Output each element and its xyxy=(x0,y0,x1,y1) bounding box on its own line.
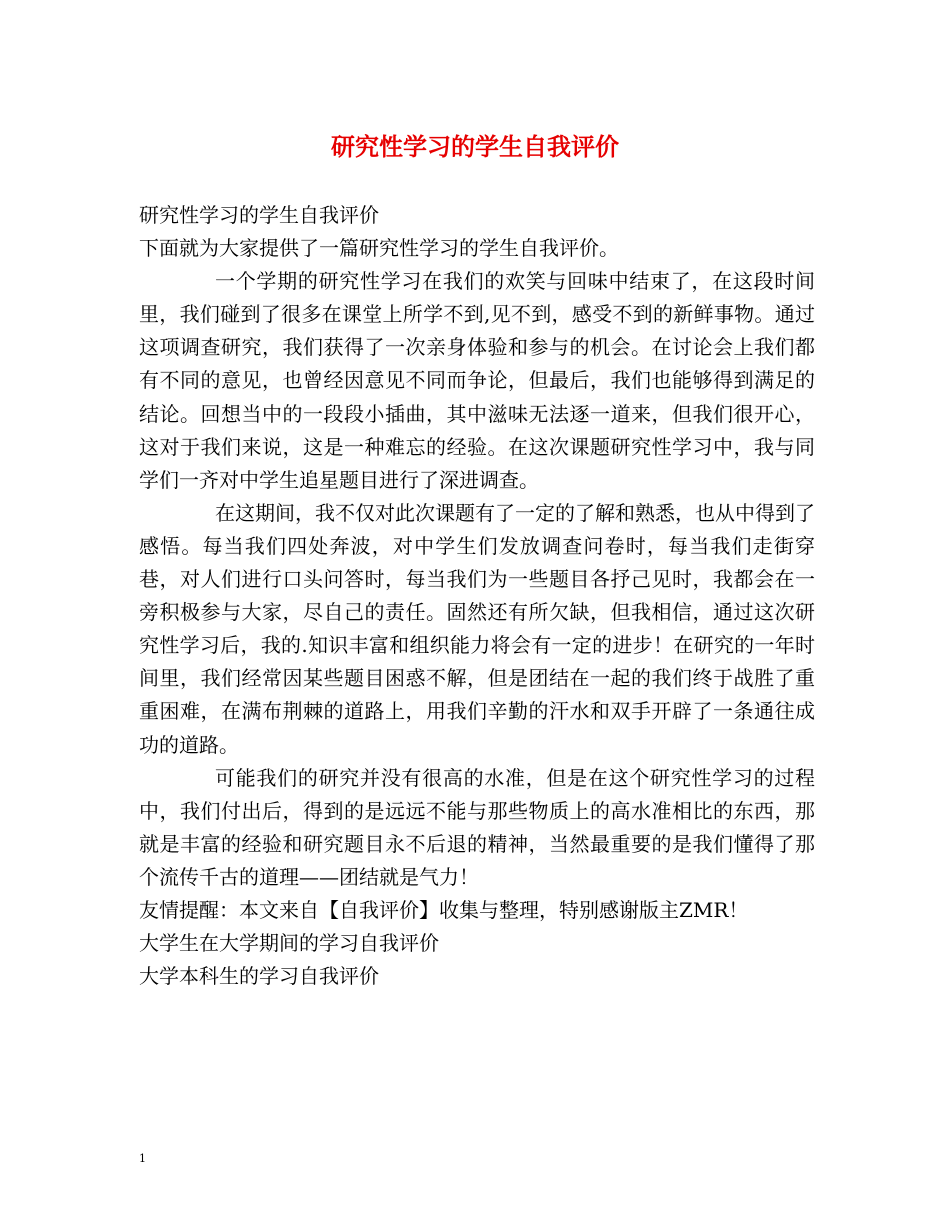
paragraph-3: 可能我们的研究并没有很高的水准，但是在这个研究性学习的过程中，我们付出后，得到的是远远不能与那些物质上的高水准相比的东西，那就是丰富的经验和研究题目永不后退的精神，当然最重要的是我们懂得了那个流传千古的道理——团结就是气力！ xyxy=(139,765,815,889)
related-link-2[interactable]: 大学本科生的学习自我评价 xyxy=(139,964,379,989)
paragraph-2: 在这期间，我不仅对此次课题有了一定的了解和熟悉，也从中得到了感悟。每当我们四处奔波，对中学生们发放调查问卷时，每当我们走街穿巷，对人们进行口头问答时，每当我们为一些题目各抒己见时，我都会在一旁积极参与大家，尽自己的责任。固然还有所欠缺，但我相信，通过这次研究性学习后，我的.知识丰富和组织能力将会有一定的进步！在研究的一年时间里，我们经常因某些题目困惑不解，但是团结在一起的我们终于战胜了重重困难，在满布荆棘的道路上，用我们辛勤的汗水和双手开辟了一条通往成功的道路。 xyxy=(139,500,815,757)
subtitle-line: 研究性学习的学生自我评价 xyxy=(139,203,379,227)
page-number: 1 xyxy=(139,1152,146,1165)
document-body xyxy=(139,199,815,993)
paragraph-1: 一个学期的研究性学习在我们的欢笑与回味中结束了，在这段时间里，我们碰到了很多在课堂上所学不到,见不到，感受不到的新鲜事物。通过这项调查研究，我们获得了一次亲身体验和参与的机会。在讨论会上我们都有不同的意见，也曾经因意见不同而争论，但最后，我们也能够得到满足的结论。回想当中的一段段小插曲，其中滋味无法逐一道来，但我们很开心，这对于我们来说，这是一种难忘的经验。在这次课题研究性学习中，我与同学们一齐对中学生追星题目进行了深进调查。 xyxy=(139,269,815,492)
intro-line: 下面就为大家提供了一篇研究性学习的学生自我评价。 xyxy=(139,236,619,261)
document-title: 研究性学习的学生自我评价 xyxy=(331,132,619,161)
reminder-line: 友情提醒：本文来自【自我评价】收集与整理，特别感谢版主ZMR！ xyxy=(139,897,749,922)
related-link-1[interactable]: 大学生在大学期间的学习自我评价 xyxy=(139,931,439,956)
